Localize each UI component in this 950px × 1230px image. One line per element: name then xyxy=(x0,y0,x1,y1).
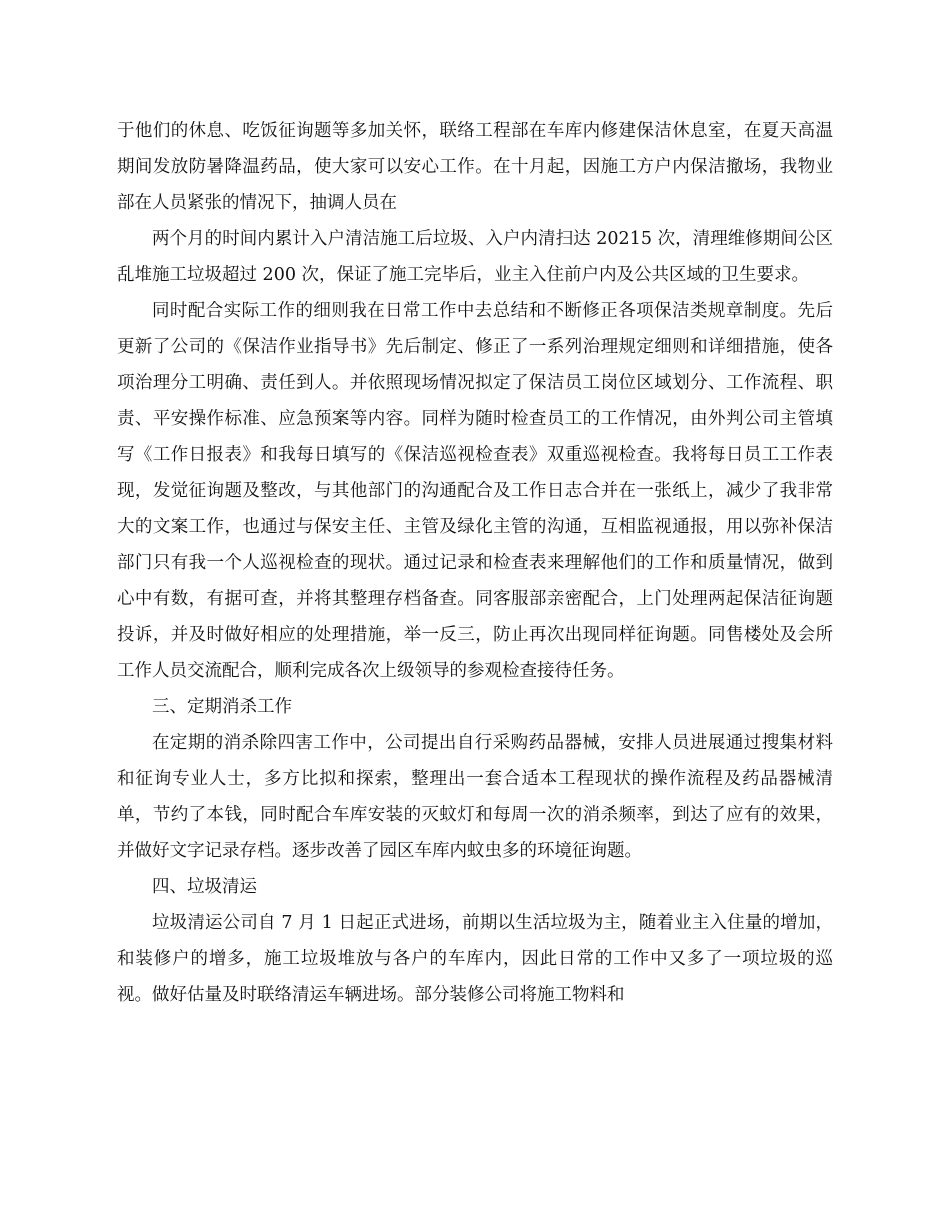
paragraph-cleaning-rules-and-inspection: 同时配合实际工作的细则我在日常工作中去总结和不断修正各项保洁类规章制度。先后更新了公司的《保洁作业指导书》先后制定、修正了一系列治理规定细则和详细措施，使各项治理分工明确、责任到人。并依照现场情况拟定了保洁员工岗位区域划分、工作流程、职责、平安操作标准、应急预案等内容。同样为随时检查员工的工作情况，由外判公司主管填写《工作日报表》和我每日填写的《保洁巡视检查表》双重巡视检查。我将每日员工工作表现，发觉征询题及整改，与其他部门的沟通配合及工作日志合并在一张纸上，减少了我非常大的文案工作，也通过与保安主任、主管及绿化主管的沟通，互相监视通报，用以弥补保洁部门只有我一个人巡视检查的现状。通过记录和检查表来理解他们的工作和质量情况，做到心中有数，有据可查，并将其整理存档备查。同客服部亲密配合，上门处理两起保洁征询题投诉，并及时做好相应的处理措施，举一反三，防止再次出现同样征询题。同售楼处及会所工作人员交流配合，顺利完成各次上级领导的参观检查接待任务。 xyxy=(117,301,833,681)
paragraph-pest-control: 在定期的消杀除四害工作中，公司提出自行采购药品器械，安排人员进展通过搜集材料和征询专业人士，多方比拟和探索，整理出一套合适本工程现状的操作流程及药品器械清单，节约了本钱，同时配合车库安装的灭蚊灯和每周一次的消杀频率，到达了应有的效果，并做好文字记录存档。逐步改善了园区车库内蚊虫多的环境征询题。 xyxy=(117,733,833,861)
document-page xyxy=(117,113,833,1013)
paragraph-continued-cleaning-staff-care: 于他们的休息、吃饭征询题等多加关怀，联络工程部在车库内修建保洁休息室，在夏天高温期间发放防暑降温药品，使大家可以安心工作。在十月起，因施工方户内保洁撤场，我物业部在人员紧张的情况下，抽调人员在 xyxy=(117,121,833,213)
paragraph-household-cleaning-results: 两个月的时间内累计入户清洁施工后垃圾、入户内清扫达 20215 次，清理维修期间公区乱堆施工垃圾超过 200 次，保证了施工完毕后，业主入住前户内及公共区域的卫生要求。 xyxy=(117,229,833,285)
paragraph-garbage-removal: 垃圾清运公司自 7 月 1 日起正式进场，前期以生活垃圾为主，随着业主入住量的增加，和装修户的增多，施工垃圾堆放与各户的车库内，因此日常的工作中又多了一项垃圾的巡视。做好估量及时联络清运车辆进场。部分装修公司将施工物料和 xyxy=(117,913,833,1005)
section-heading-pest-control: 三、定期消杀工作 xyxy=(152,697,292,717)
section-heading-garbage-removal: 四、垃圾清运 xyxy=(152,877,257,897)
